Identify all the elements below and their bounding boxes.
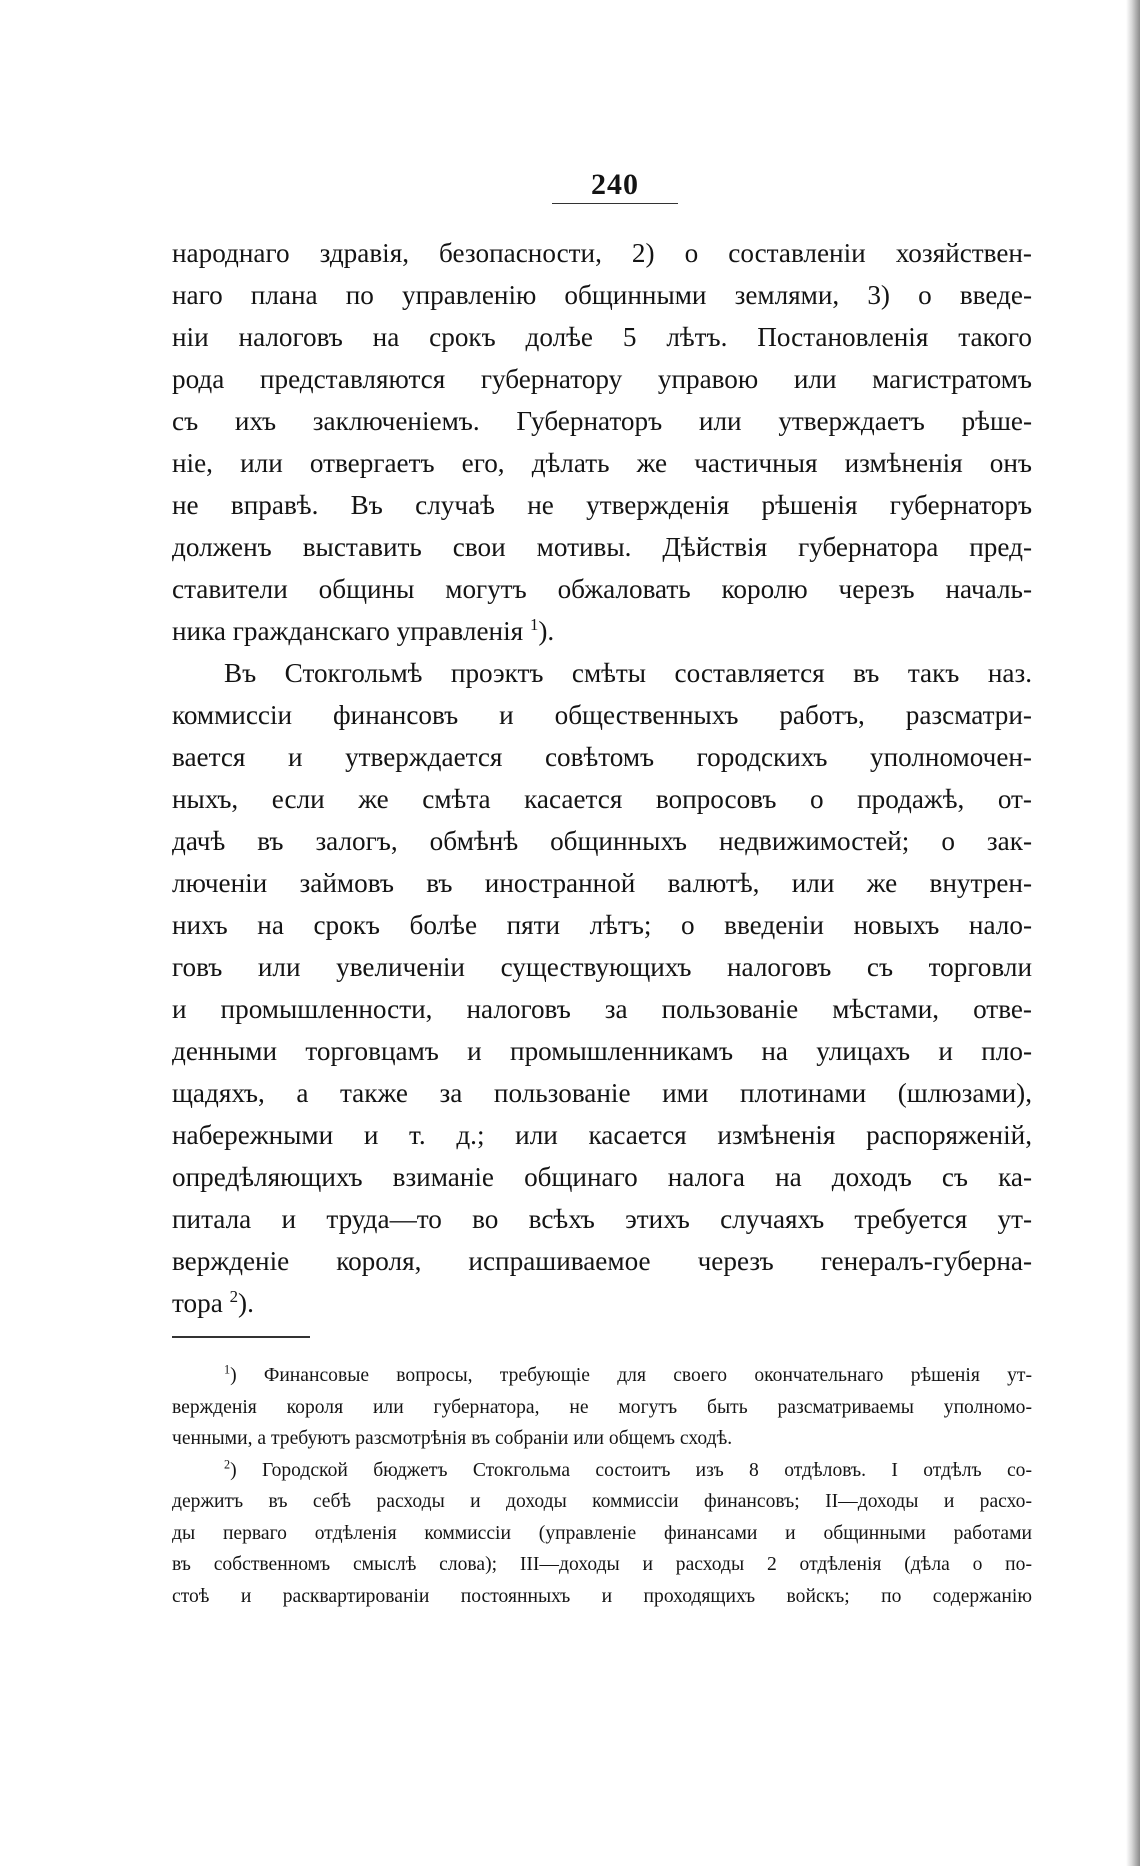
text-fragment: ника гражданскаго управленія [172, 616, 524, 646]
text-line: люченіи займовъ въ иностранной валютѣ, или же внутрен- [172, 868, 1032, 898]
text-line: не вправѣ. Въ случаѣ не утвержденія рѣшенія губернаторъ [172, 490, 1032, 520]
text-line: ставители общины могутъ обжаловать королю черезъ началь- [172, 574, 1032, 604]
text-line: и промышленности, налоговъ за пользованіе мѣстами, отве- [172, 994, 1032, 1024]
footnote-line: ченными, а требуютъ разсмотрѣнія въ собраніи или общемъ сходѣ. [172, 1428, 733, 1449]
text-line: ныхъ, если же смѣта касается вопросовъ о продажѣ, от- [172, 784, 1032, 814]
scan-edge [1126, 0, 1140, 1866]
text-line: народнаго здравія, безопасности, 2) о составленіи хозяйствен- [172, 238, 1032, 268]
footnote-text: ) Финансовые вопросы, требующіе для своего окончательнаго рѣшенія ут- [230, 1365, 1032, 1386]
text-line: дачѣ въ залогъ, обмѣнѣ общинныхъ недвижимостей; о зак- [172, 826, 1032, 856]
text-fragment: ). [538, 616, 555, 646]
text-line: ніи налоговъ на срокъ долѣе 5 лѣтъ. Постановленія такого [172, 322, 1032, 352]
text-line: вается и утверждается совѣтомъ городскихъ уполномочен- [172, 742, 1032, 772]
text-line: коммиссіи финансовъ и общественныхъ работъ, разсматри- [172, 700, 1032, 730]
footnote-marker-2: 2 [224, 1456, 231, 1471]
footnote-line: въ собственномъ смыслѣ слова); III—доходы и расходы 2 отдѣленія (дѣла о по- [172, 1554, 1032, 1575]
paragraph-start-line: Въ Стокгольмѣ проэктъ смѣты составляется въ такъ наз. [224, 658, 1032, 688]
footnote-ref-2: 2 [229, 1286, 239, 1306]
main-text [172, 232, 1032, 1324]
text-line: нихъ на срокъ болѣе пяти лѣтъ; о введеніи новыхъ нало- [172, 910, 1032, 940]
text-line-last [172, 1282, 1032, 1324]
text-line: наго плана по управленію общинными землями, 3) о введе- [172, 280, 1032, 310]
text-line: денными торговцамъ и промышленникамъ на улицахъ и пло- [172, 1036, 1032, 1066]
text-line: щадяхъ, а также за пользованіе ими плотинами (шлюзами), [172, 1078, 1032, 1108]
text-line: ніе, или отвергаетъ его, дѣлать же частичныя измѣненія онъ [172, 448, 1032, 478]
text-line: съ ихъ заключеніемъ. Губернаторъ или утверждаетъ рѣше- [172, 406, 1032, 436]
footnote-1 [172, 1360, 1032, 1392]
footnote-line: ды перваго отдѣленія коммиссіи (управленіе финансами и общинными работами [172, 1522, 1032, 1544]
text-line-last [172, 610, 1032, 652]
text-line: вержденіе короля, испрашиваемое черезъ генералъ-губерна- [172, 1246, 1032, 1276]
footnote-line: стоѣ и расквартированіи постоянныхъ и проходящихъ войскъ; по содержанію [172, 1585, 1032, 1607]
footnote-line: держитъ въ себѣ расходы и доходы коммиссіи финансовъ; II—доходы и расхо- [172, 1491, 1032, 1512]
text-fragment: ). [238, 1288, 254, 1318]
footnote-line: вержденія короля или губернатора, не могутъ быть разсматриваемы уполномо- [172, 1396, 1032, 1418]
page-number: 240 [591, 168, 639, 201]
text-line: рода представляются губернатору управою или магистратомъ [172, 364, 1032, 394]
text-line: говъ или увеличеніи существующихъ налоговъ съ торговли [172, 952, 1032, 982]
text-line: опредѣляющихъ взиманіе общинаго налога на доходъ съ ка- [172, 1162, 1032, 1192]
text-line: питала и труда—то во всѣхъ этихъ случаяхъ требуется ут- [172, 1204, 1032, 1234]
footnote-rule [172, 1336, 310, 1338]
footnote-text: ) Городской бюджетъ Стокгольма состоитъ изъ 8 отдѣловъ. I отдѣлъ со- [230, 1459, 1032, 1481]
footnote-marker-1: 1 [224, 1362, 231, 1377]
text-fragment: тора [172, 1288, 223, 1318]
text-line: набережными и т. д.; или касается измѣненія распоряженій, [172, 1120, 1032, 1150]
footnotes [172, 1360, 1032, 1612]
text-line: долженъ выставить свои мотивы. Дѣйствія губернатора пред- [172, 532, 1032, 562]
footnote-2 [172, 1455, 1032, 1487]
footnote-ref-1: 1 [529, 614, 539, 634]
page-number-rule [552, 203, 678, 204]
